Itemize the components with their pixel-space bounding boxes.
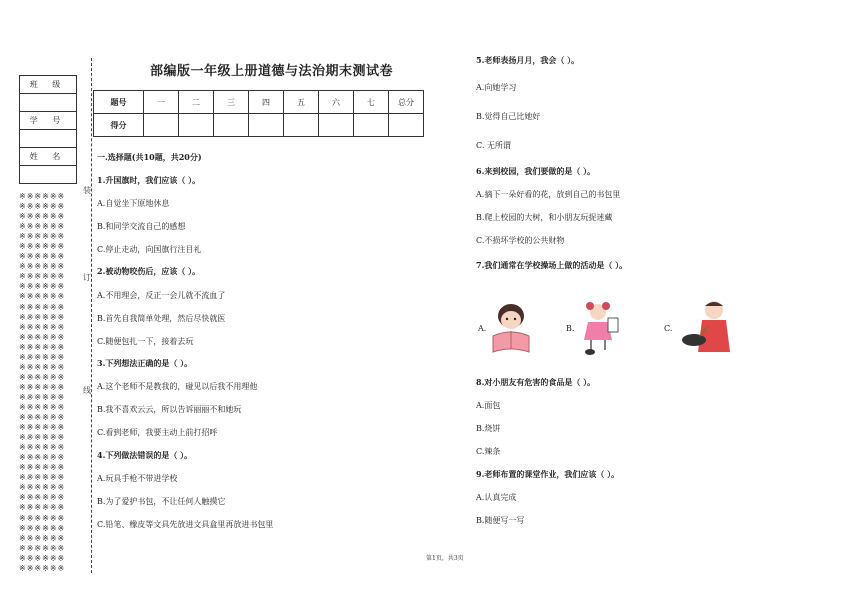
option-label[interactable]: C. bbox=[664, 324, 673, 333]
star-row: ※※※※※※ bbox=[19, 453, 66, 463]
star-row: ※※※※※※ bbox=[19, 282, 66, 292]
option-label[interactable]: A. bbox=[478, 324, 487, 333]
question-stem: 2.被动物咬伤后，应该（ ）。 bbox=[97, 266, 201, 276]
page-title: 部编版一年级上册道德与法治期末测试卷 bbox=[150, 64, 394, 79]
star-row: ※※※※※※ bbox=[19, 483, 66, 493]
score-row-label: 得分 bbox=[94, 114, 144, 137]
star-row: ※※※※※※ bbox=[19, 563, 66, 573]
option-text[interactable]: B.我不喜欢云云，所以告诉丽丽不和她玩 bbox=[97, 405, 242, 414]
class-label: 班 级 bbox=[20, 76, 77, 94]
option-text[interactable]: A.玩具手枪不带进学校 bbox=[97, 474, 178, 483]
star-row: ※※※※※※ bbox=[19, 372, 66, 382]
score-cell[interactable] bbox=[179, 114, 214, 137]
score-header-cell: 三 bbox=[214, 91, 249, 114]
star-row: ※※※※※※ bbox=[19, 443, 66, 453]
star-row: ※※※※※※ bbox=[19, 272, 66, 282]
score-header-cell: 题号 bbox=[94, 91, 144, 114]
star-row: ※※※※※※ bbox=[19, 202, 66, 212]
option-text[interactable]: A.摘下一朵好看的花，放到自己的书包里 bbox=[476, 190, 621, 199]
option-text[interactable]: A.面包 bbox=[476, 401, 501, 410]
star-row: ※※※※※※ bbox=[19, 402, 66, 412]
option-label[interactable]: B. bbox=[566, 324, 575, 333]
option-text[interactable]: C.看到老师，我要主动上前打招呼 bbox=[97, 428, 218, 437]
question-stem: 7.我们通常在学校操场上做的活动是（ ）。 bbox=[476, 260, 628, 270]
star-row: ※※※※※※ bbox=[19, 513, 66, 523]
star-row: ※※※※※※ bbox=[19, 553, 66, 563]
option-text[interactable]: C.不损坏学校的公共财物 bbox=[476, 236, 565, 245]
question-stem: 6.来到校园，我们要做的是（ ）。 bbox=[476, 166, 596, 176]
star-row: ※※※※※※ bbox=[19, 382, 66, 392]
score-cell[interactable] bbox=[389, 114, 424, 137]
option-text[interactable]: B.首先自我简单处理，然后尽快就医 bbox=[97, 314, 226, 323]
star-row: ※※※※※※ bbox=[19, 523, 66, 533]
star-row: ※※※※※※ bbox=[19, 463, 66, 473]
star-row: ※※※※※※ bbox=[19, 503, 66, 513]
option-text[interactable]: C.随便包扎一下，接着去玩 bbox=[97, 337, 194, 346]
option-text[interactable]: B.觉得自己比她好 bbox=[476, 112, 541, 121]
option-text[interactable]: A.这个老师不是教我的，碰见以后我不用理他 bbox=[97, 382, 258, 391]
student-info-table bbox=[19, 75, 77, 184]
name-field[interactable] bbox=[20, 166, 77, 184]
option-text[interactable]: A.向她学习 bbox=[476, 83, 517, 92]
option-text[interactable]: B.和同学交流自己的感想 bbox=[97, 222, 186, 231]
option-text[interactable]: C.停止走动，向国旗行注目礼 bbox=[97, 245, 202, 254]
star-row: ※※※※※※ bbox=[19, 212, 66, 222]
star-row: ※※※※※※ bbox=[19, 262, 66, 272]
star-row: ※※※※※※ bbox=[19, 433, 66, 443]
cut-label: 装 bbox=[83, 186, 91, 195]
id-label: 学 号 bbox=[20, 112, 77, 130]
star-row: ※※※※※※ bbox=[19, 312, 66, 322]
score-table bbox=[93, 90, 424, 137]
score-header-cell: 一 bbox=[144, 91, 179, 114]
score-cell[interactable] bbox=[144, 114, 179, 137]
star-row: ※※※※※※ bbox=[19, 192, 66, 201]
star-row: ※※※※※※ bbox=[19, 392, 66, 402]
option-text[interactable]: A.认真完成 bbox=[476, 493, 517, 502]
section-heading: 一.选择题(共10题，共20分) bbox=[97, 152, 202, 162]
score-header-cell: 总分 bbox=[389, 91, 424, 114]
star-row: ※※※※※※ bbox=[19, 242, 66, 252]
star-row: ※※※※※※ bbox=[19, 232, 66, 242]
star-row: ※※※※※※ bbox=[19, 413, 66, 423]
score-cell[interactable] bbox=[284, 114, 319, 137]
question-stem: 1.升国旗时，我们应该（ ）。 bbox=[97, 175, 201, 185]
star-row: ※※※※※※ bbox=[19, 252, 66, 262]
question-stem: 5.老师表扬月月，我会（ ）。 bbox=[476, 55, 580, 65]
cut-label: 线 bbox=[83, 386, 91, 395]
star-row: ※※※※※※ bbox=[19, 362, 66, 372]
star-row: ※※※※※※ bbox=[19, 322, 66, 332]
id-field[interactable] bbox=[20, 130, 77, 148]
star-row: ※※※※※※ bbox=[19, 533, 66, 543]
option-text[interactable]: B.爬上校园的大树，和小朋友玩捉迷藏 bbox=[476, 213, 613, 222]
question-stem: 9.老师布置的课堂作业，我们应该（ ）。 bbox=[476, 469, 620, 479]
child-cooking-illustration bbox=[678, 296, 736, 356]
star-row: ※※※※※※ bbox=[19, 493, 66, 503]
question-stem: 8.对小朋友有危害的食品是（ ）。 bbox=[476, 377, 596, 387]
name-label: 姓 名 bbox=[20, 148, 77, 166]
star-row: ※※※※※※ bbox=[19, 423, 66, 433]
option-text[interactable]: B.为了爱护书包，不让任何人触摸它 bbox=[97, 497, 226, 506]
score-cell[interactable] bbox=[214, 114, 249, 137]
star-row: ※※※※※※ bbox=[19, 342, 66, 352]
class-field[interactable] bbox=[20, 94, 77, 112]
star-row: ※※※※※※ bbox=[19, 473, 66, 483]
star-row: ※※※※※※ bbox=[19, 222, 66, 232]
score-cell[interactable] bbox=[319, 114, 354, 137]
score-header-cell: 二 bbox=[179, 91, 214, 114]
option-text[interactable]: A.不用理会，反正一会儿就不流血了 bbox=[97, 291, 226, 300]
binding-line bbox=[91, 58, 92, 573]
question-stem: 4.下列做法错误的是（ ）。 bbox=[97, 450, 193, 460]
star-row: ※※※※※※ bbox=[19, 302, 66, 312]
page-number: 第1页，共3页 bbox=[426, 555, 464, 562]
star-row: ※※※※※※ bbox=[19, 332, 66, 342]
option-text[interactable]: B.随便写一写 bbox=[476, 516, 525, 525]
score-cell[interactable] bbox=[354, 114, 389, 137]
cut-label: 订 bbox=[83, 273, 91, 282]
option-text[interactable]: C.铅笔、橡皮等文具先放进文具盒里再放进书包里 bbox=[97, 520, 274, 529]
score-cell[interactable] bbox=[249, 114, 284, 137]
question-stem: 3.下列想法正确的是（ ）。 bbox=[97, 358, 193, 368]
child-reading-illustration bbox=[488, 298, 534, 356]
option-text[interactable]: C. 无所谓 bbox=[476, 141, 511, 150]
star-row: ※※※※※※ bbox=[19, 292, 66, 302]
score-header-cell: 五 bbox=[284, 91, 319, 114]
star-row: ※※※※※※ bbox=[19, 352, 66, 362]
score-header-cell: 四 bbox=[249, 91, 284, 114]
option-text[interactable]: A.自觉坐下原地休息 bbox=[97, 199, 170, 208]
star-row: ※※※※※※ bbox=[19, 543, 66, 553]
score-header-cell: 六 bbox=[319, 91, 354, 114]
option-text[interactable]: C.辣条 bbox=[476, 447, 501, 456]
score-header-cell: 七 bbox=[354, 91, 389, 114]
binding-stars bbox=[19, 192, 89, 574]
child-painting-illustration bbox=[574, 300, 624, 358]
option-text[interactable]: B.烧饼 bbox=[476, 424, 501, 433]
